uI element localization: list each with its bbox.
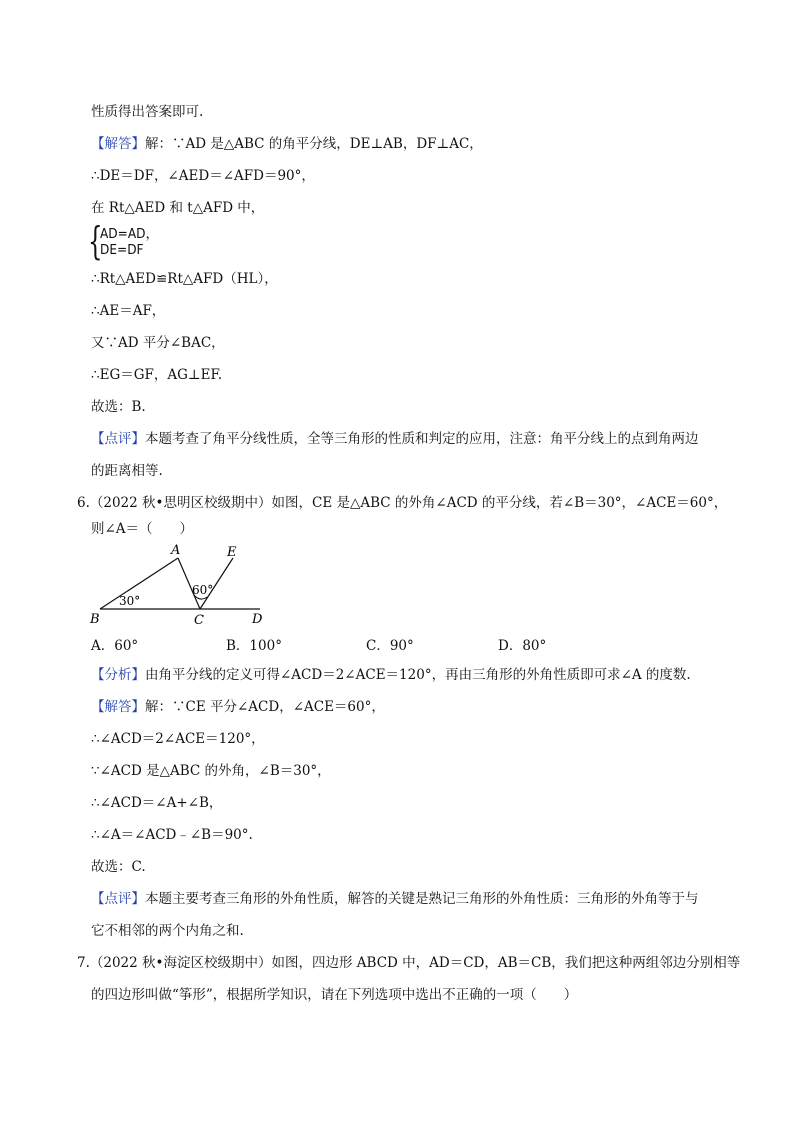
comment-text: 本题主要考查三角形的外角性质，解答的关键是熟记三角形的外角性质：三角形的外角等于与 [145,891,699,907]
option-c: C．90° [366,638,414,654]
text-line: ∴AE＝AF， [91,303,166,319]
analysis-tag: 【分析】 [91,667,145,683]
option-a: A．60° [91,638,139,654]
comment-tag: 【点评】 [91,431,145,447]
comment-tag: 【点评】 [91,891,145,907]
option-d: D．80° [498,638,547,654]
label-C: C [194,613,204,628]
text-line: 它不相邻的两个内角之和. [91,923,244,939]
text-line: ∴∠ACD＝2∠ACE＝120°， [91,731,265,747]
solution-text: 解：∵CE 平分∠ACD，∠ACE＝60°， [145,699,385,715]
solution-tag: 【解答】 [91,136,145,152]
label-A: A [171,543,181,558]
question-7: 7.（2022 秋•海淀区校级期中）如图，四边形 ABCD 中，AD＝CD，AB＝CB，我们把这种两组邻边分别相等 [77,955,741,971]
text-line: 性质得出答案即可. [91,104,204,120]
text-line: ∴EG＝GF，AG⊥EF. [91,367,223,383]
label-D: D [252,612,263,627]
text-line: 故选：C. [91,859,146,875]
question-6: 6.（2022 秋•思明区校级期中）如图，CE 是△ABC 的外角∠ACD 的平分线，若∠B＝30°，∠ACE＝60°， [77,495,728,511]
equation-row: AD=AD， [100,226,159,242]
text-line: ∴∠A＝∠ACD﹣∠B＝90°. [91,827,253,843]
text-line: 在 Rt△AED 和 t△AFD 中， [91,200,265,216]
analysis-text: 由角平分线的定义可得∠ACD＝2∠ACE＝120°，再由三角形的外角性质即可求∠A 的度数. [145,667,691,683]
text-line: ∴Rt△AED≌Rt△AFD（HL）， [91,271,278,287]
option-b: B．100° [226,638,282,654]
text-line: 的距离相等. [91,463,163,479]
label-E: E [227,545,237,560]
angle-ACE-label: 60° [192,583,214,597]
solution-text: 解：∵AD 是△ABC 的角平分线，DE⊥AB，DF⊥AC， [145,136,483,152]
solution-line [91,698,385,716]
solution-line [91,135,483,153]
text-line: 又∵AD 平分∠BAC， [91,335,225,351]
text-line: ∴∠ACD＝∠A+∠B， [91,795,223,811]
comment-line [91,890,699,908]
equation-brace: { [88,219,103,263]
label-B: B [90,612,100,627]
angle-B-label: 30° [119,594,141,608]
comment-line [91,430,699,448]
text-line: 故选：B. [91,399,146,415]
text-line: ∵∠ACD 是△ABC 的外角，∠B＝30°， [91,763,331,779]
comment-text: 本题考查了角平分线性质，全等三角形的性质和判定的应用，注意：角平分线上的点到角两边 [145,431,699,447]
text-line: ∴DE＝DF，∠AED＝∠AFD＝90°， [91,168,315,184]
analysis-line [91,666,691,684]
question-7-tail: 的四边形叫做“筝形”，根据所学知识，请在下列选项中选出不正确的一项（ ） [91,987,578,1003]
equation-row: DE=DF [100,242,144,258]
triangle-figure [88,540,278,630]
question-6-tail: 则∠A＝（ ） [91,521,194,537]
solution-tag: 【解答】 [91,699,145,715]
